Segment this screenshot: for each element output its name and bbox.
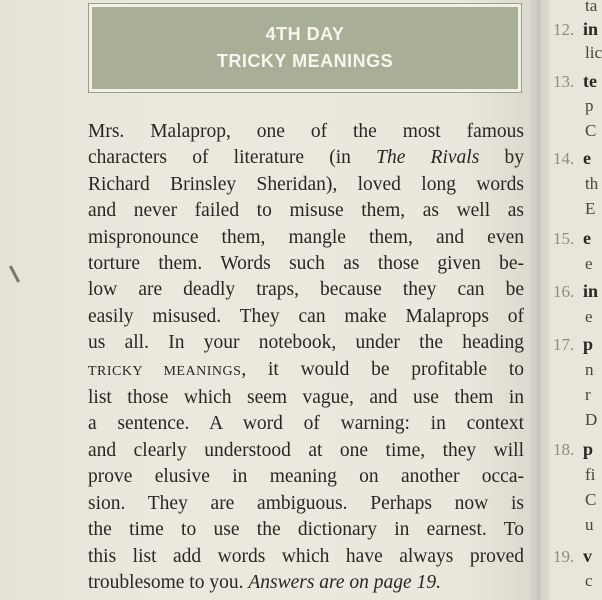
item-lead: v — [583, 546, 592, 566]
text-line — [88, 145, 524, 171]
item-continuation: c — [585, 571, 593, 590]
item-lead: p — [583, 439, 594, 459]
item-continuation: n — [585, 360, 594, 379]
text-line: sion. They are ambiguous. Perhaps now is — [88, 492, 524, 514]
item-number: 13. — [553, 72, 575, 91]
item-continuation: C — [585, 490, 597, 509]
text-segment: by — [479, 147, 524, 169]
item-number: 18. — [553, 440, 575, 459]
text-line: the time to use the dictionary in earnest. To — [88, 519, 524, 541]
section-banner — [89, 4, 521, 92]
item-number: 17. — [553, 335, 575, 354]
text-segment: characters of literature (in — [88, 147, 377, 169]
item-continuation: u — [585, 515, 594, 534]
right-page — [545, 0, 600, 600]
item-continuation: e — [585, 307, 593, 326]
item-continuation: th — [585, 174, 599, 193]
item-number: 16. — [553, 282, 575, 301]
text-line: Mrs. Malaprop, one of the most famous — [88, 121, 524, 142]
item-continuation: r — [585, 385, 591, 404]
text-line: a sentence. A word of warning: in context — [88, 413, 524, 435]
text-segment: , it would be profitable to — [241, 358, 524, 380]
item-lead: e — [583, 148, 591, 168]
text-line: and never failed to misuse them, as well as — [88, 200, 524, 222]
text-line: Richard Brinsley Sheridan), loved long words — [88, 173, 524, 195]
item-lead: te — [583, 71, 597, 91]
item-continuation: e — [585, 254, 593, 273]
text-line: mispronounce them, mangle them, and even — [88, 226, 524, 248]
intro-paragraph — [88, 119, 524, 596]
text-line: prove elusive in meaning on another occa- — [88, 466, 524, 488]
text-segment: troublesome to you. — [88, 571, 249, 593]
right-fragment: ta — [585, 0, 598, 15]
banner-day: 4TH DAY — [265, 24, 345, 44]
item-number: 15. — [553, 229, 575, 248]
item-number: 14. — [553, 149, 575, 168]
book-gutter — [528, 0, 550, 600]
item-continuation: C — [585, 121, 597, 140]
text-line: list those which seem vague, and use them in — [88, 387, 524, 409]
item-lead: in — [583, 281, 599, 301]
item-continuation: E — [585, 199, 596, 218]
item-lead: in — [583, 19, 599, 39]
item-continuation: D — [585, 410, 598, 429]
item-number: 12. — [553, 20, 575, 39]
item-lead: e — [583, 228, 591, 248]
text-line: this list add words which have always proved — [88, 545, 524, 567]
banner-title: TRICKY MEANINGS — [216, 51, 394, 71]
text-line: torture them. Words such as those given be- — [88, 253, 524, 275]
item-continuation: p — [585, 96, 594, 115]
text-line — [88, 570, 524, 596]
heading-reference: TRICKY MEANINGS — [88, 363, 242, 379]
text-line: easily misused. They can make Malaprops of — [88, 305, 524, 327]
text-line — [88, 357, 524, 385]
book-title: The Rivals — [376, 147, 480, 169]
item-continuation: fi — [585, 465, 596, 484]
text-line: low are deadly traps, because they can be — [88, 279, 524, 301]
item-number: 19. — [553, 547, 575, 566]
item-lead: p — [583, 334, 594, 354]
text-line: us all. In your notebook, under the heading — [88, 332, 524, 354]
answers-note: Answers are on page 19. — [248, 571, 441, 593]
text-line: and clearly understood at one time, they will — [88, 439, 524, 461]
item-continuation: lic — [585, 43, 602, 62]
